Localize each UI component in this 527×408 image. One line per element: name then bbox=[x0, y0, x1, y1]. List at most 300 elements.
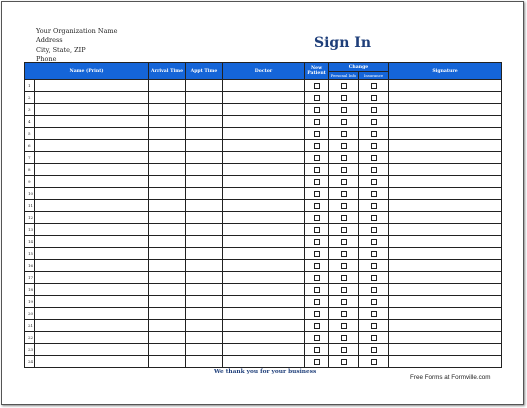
new-patient-checkbox-cell bbox=[305, 236, 329, 248]
signature-cell[interactable] bbox=[389, 104, 502, 116]
header-doctor: Doctor bbox=[223, 63, 305, 80]
insurance-checkbox[interactable] bbox=[371, 119, 377, 125]
insurance-checkbox-cell bbox=[359, 224, 389, 236]
doctor-cell[interactable] bbox=[223, 152, 305, 164]
table-row bbox=[25, 344, 502, 356]
signature-cell[interactable] bbox=[389, 284, 502, 296]
row-number: 14 bbox=[25, 236, 35, 248]
row-number: 18 bbox=[25, 284, 35, 296]
arrival-time-cell[interactable] bbox=[149, 116, 186, 128]
name-cell[interactable] bbox=[35, 104, 149, 116]
new-patient-checkbox[interactable] bbox=[314, 215, 320, 221]
signature-cell[interactable] bbox=[389, 272, 502, 284]
table-row bbox=[25, 152, 502, 164]
signature-cell[interactable] bbox=[389, 296, 502, 308]
signature-cell[interactable] bbox=[389, 128, 502, 140]
name-cell[interactable] bbox=[35, 308, 149, 320]
insurance-checkbox-cell bbox=[359, 188, 389, 200]
appt-time-cell[interactable] bbox=[186, 92, 223, 104]
appt-time-cell[interactable] bbox=[186, 152, 223, 164]
arrival-time-cell[interactable] bbox=[149, 140, 186, 152]
signature-cell[interactable] bbox=[389, 356, 502, 368]
name-cell[interactable] bbox=[35, 80, 149, 92]
new-patient-checkbox[interactable] bbox=[314, 131, 320, 137]
arrival-time-cell[interactable] bbox=[149, 284, 186, 296]
table-row bbox=[25, 248, 502, 260]
name-cell[interactable] bbox=[35, 128, 149, 140]
table-row bbox=[25, 356, 502, 368]
appt-time-cell[interactable] bbox=[186, 308, 223, 320]
new-patient-checkbox[interactable] bbox=[314, 191, 320, 197]
header-signature: Signature bbox=[389, 63, 502, 80]
appt-time-cell[interactable] bbox=[186, 188, 223, 200]
name-cell[interactable] bbox=[35, 200, 149, 212]
arrival-time-cell[interactable] bbox=[149, 152, 186, 164]
row-number: 1 bbox=[25, 80, 35, 92]
row-number: 16 bbox=[25, 260, 35, 272]
insurance-checkbox-cell bbox=[359, 248, 389, 260]
appt-time-cell[interactable] bbox=[186, 128, 223, 140]
insurance-checkbox[interactable] bbox=[371, 299, 377, 305]
signature-cell[interactable] bbox=[389, 140, 502, 152]
insurance-checkbox[interactable] bbox=[371, 275, 377, 281]
row-number: 5 bbox=[25, 128, 35, 140]
arrival-time-cell[interactable] bbox=[149, 272, 186, 284]
table-body bbox=[25, 80, 502, 368]
arrival-time-cell[interactable] bbox=[149, 308, 186, 320]
signature-cell[interactable] bbox=[389, 344, 502, 356]
insurance-checkbox[interactable] bbox=[371, 287, 377, 293]
appt-time-cell[interactable] bbox=[186, 200, 223, 212]
personal-info-checkbox[interactable] bbox=[341, 191, 347, 197]
new-patient-checkbox-cell bbox=[305, 176, 329, 188]
personal-info-checkbox-cell bbox=[329, 344, 359, 356]
insurance-checkbox[interactable] bbox=[371, 191, 377, 197]
doctor-cell[interactable] bbox=[223, 128, 305, 140]
new-patient-checkbox[interactable] bbox=[314, 299, 320, 305]
organization-name: Your Organization Name bbox=[36, 27, 118, 35]
personal-info-checkbox-cell bbox=[329, 80, 359, 92]
header-insurance: Insurance bbox=[359, 72, 389, 80]
table-row bbox=[25, 332, 502, 344]
new-patient-checkbox[interactable] bbox=[314, 347, 320, 353]
signature-cell[interactable] bbox=[389, 164, 502, 176]
appt-time-cell[interactable] bbox=[186, 140, 223, 152]
arrival-time-cell[interactable] bbox=[149, 248, 186, 260]
personal-info-checkbox-cell bbox=[329, 284, 359, 296]
personal-info-checkbox[interactable] bbox=[341, 131, 347, 137]
name-cell[interactable] bbox=[35, 248, 149, 260]
insurance-checkbox[interactable] bbox=[371, 155, 377, 161]
new-patient-checkbox[interactable] bbox=[314, 239, 320, 245]
arrival-time-cell[interactable] bbox=[149, 260, 186, 272]
appt-time-cell[interactable] bbox=[186, 284, 223, 296]
personal-info-checkbox[interactable] bbox=[341, 311, 347, 317]
doctor-cell[interactable] bbox=[223, 296, 305, 308]
signature-cell[interactable] bbox=[389, 260, 502, 272]
appt-time-cell[interactable] bbox=[186, 356, 223, 368]
doctor-cell[interactable] bbox=[223, 260, 305, 272]
insurance-checkbox[interactable] bbox=[371, 203, 377, 209]
row-number: 7 bbox=[25, 152, 35, 164]
new-patient-checkbox[interactable] bbox=[314, 287, 320, 293]
personal-info-checkbox[interactable] bbox=[341, 263, 347, 269]
organization-block bbox=[36, 27, 117, 64]
personal-info-checkbox-cell bbox=[329, 212, 359, 224]
page-title: Sign In bbox=[314, 35, 371, 51]
arrival-time-cell[interactable] bbox=[149, 92, 186, 104]
signature-cell[interactable] bbox=[389, 236, 502, 248]
personal-info-checkbox-cell bbox=[329, 356, 359, 368]
insurance-checkbox[interactable] bbox=[371, 83, 377, 89]
doctor-cell[interactable] bbox=[223, 200, 305, 212]
new-patient-checkbox[interactable] bbox=[314, 263, 320, 269]
table-row bbox=[25, 140, 502, 152]
personal-info-checkbox[interactable] bbox=[341, 119, 347, 125]
new-patient-checkbox-cell bbox=[305, 128, 329, 140]
row-number: 8 bbox=[25, 164, 35, 176]
appt-time-cell[interactable] bbox=[186, 164, 223, 176]
insurance-checkbox[interactable] bbox=[371, 311, 377, 317]
signature-cell[interactable] bbox=[389, 92, 502, 104]
name-cell[interactable] bbox=[35, 152, 149, 164]
row-number: 9 bbox=[25, 176, 35, 188]
doctor-cell[interactable] bbox=[223, 332, 305, 344]
doctor-cell[interactable] bbox=[223, 284, 305, 296]
arrival-time-cell[interactable] bbox=[149, 200, 186, 212]
signature-cell[interactable] bbox=[389, 116, 502, 128]
personal-info-checkbox[interactable] bbox=[341, 347, 347, 353]
name-cell[interactable] bbox=[35, 284, 149, 296]
insurance-checkbox[interactable] bbox=[371, 335, 377, 341]
arrival-time-cell[interactable] bbox=[149, 212, 186, 224]
new-patient-checkbox[interactable] bbox=[314, 251, 320, 257]
organization-phone: Phone bbox=[36, 54, 57, 63]
name-cell[interactable] bbox=[35, 236, 149, 248]
doctor-cell[interactable] bbox=[223, 236, 305, 248]
new-patient-checkbox[interactable] bbox=[314, 95, 320, 101]
new-patient-checkbox-cell bbox=[305, 296, 329, 308]
table-row bbox=[25, 296, 502, 308]
personal-info-checkbox[interactable] bbox=[341, 227, 347, 233]
appt-time-cell[interactable] bbox=[186, 236, 223, 248]
signature-cell[interactable] bbox=[389, 248, 502, 260]
personal-info-checkbox-cell bbox=[329, 92, 359, 104]
appt-time-cell[interactable] bbox=[186, 344, 223, 356]
doctor-cell[interactable] bbox=[223, 92, 305, 104]
header-new-patient: New Patient bbox=[305, 63, 329, 80]
doctor-cell[interactable] bbox=[223, 356, 305, 368]
insurance-checkbox-cell bbox=[359, 176, 389, 188]
insurance-checkbox-cell bbox=[359, 272, 389, 284]
insurance-checkbox[interactable] bbox=[371, 179, 377, 185]
insurance-checkbox[interactable] bbox=[371, 359, 377, 365]
name-cell[interactable] bbox=[35, 176, 149, 188]
name-cell[interactable] bbox=[35, 296, 149, 308]
insurance-checkbox[interactable] bbox=[371, 251, 377, 257]
new-patient-checkbox-cell bbox=[305, 272, 329, 284]
arrival-time-cell[interactable] bbox=[149, 296, 186, 308]
new-patient-checkbox[interactable] bbox=[314, 83, 320, 89]
table-row bbox=[25, 284, 502, 296]
signature-cell[interactable] bbox=[389, 176, 502, 188]
header-arrival-time: Arrival Time bbox=[149, 63, 186, 80]
insurance-checkbox[interactable] bbox=[371, 227, 377, 233]
new-patient-checkbox-cell bbox=[305, 320, 329, 332]
personal-info-checkbox-cell bbox=[329, 176, 359, 188]
personal-info-checkbox-cell bbox=[329, 188, 359, 200]
appt-time-cell[interactable] bbox=[186, 176, 223, 188]
new-patient-checkbox[interactable] bbox=[314, 275, 320, 281]
row-number: 10 bbox=[25, 188, 35, 200]
organization-address: Address bbox=[36, 36, 63, 45]
doctor-cell[interactable] bbox=[223, 224, 305, 236]
arrival-time-cell[interactable] bbox=[149, 356, 186, 368]
personal-info-checkbox[interactable] bbox=[341, 335, 347, 341]
personal-info-checkbox[interactable] bbox=[341, 275, 347, 281]
row-number: 2 bbox=[25, 92, 35, 104]
row-number: 24 bbox=[25, 356, 35, 368]
footer-thanks: We thank you for your business bbox=[214, 369, 317, 375]
insurance-checkbox[interactable] bbox=[371, 143, 377, 149]
arrival-time-cell[interactable] bbox=[149, 80, 186, 92]
name-cell[interactable] bbox=[35, 320, 149, 332]
insurance-checkbox[interactable] bbox=[371, 95, 377, 101]
arrival-time-cell[interactable] bbox=[149, 176, 186, 188]
personal-info-checkbox[interactable] bbox=[341, 83, 347, 89]
new-patient-checkbox[interactable] bbox=[314, 323, 320, 329]
insurance-checkbox-cell bbox=[359, 332, 389, 344]
personal-info-checkbox-cell bbox=[329, 236, 359, 248]
name-cell[interactable] bbox=[35, 344, 149, 356]
arrival-time-cell[interactable] bbox=[149, 236, 186, 248]
signature-cell[interactable] bbox=[389, 188, 502, 200]
header-personal-info: Personal Info bbox=[329, 72, 359, 80]
personal-info-checkbox[interactable] bbox=[341, 107, 347, 113]
arrival-time-cell[interactable] bbox=[149, 188, 186, 200]
personal-info-checkbox[interactable] bbox=[341, 287, 347, 293]
personal-info-checkbox[interactable] bbox=[341, 239, 347, 245]
signature-cell[interactable] bbox=[389, 308, 502, 320]
insurance-checkbox[interactable] bbox=[371, 131, 377, 137]
insurance-checkbox[interactable] bbox=[371, 347, 377, 353]
doctor-cell[interactable] bbox=[223, 344, 305, 356]
appt-time-cell[interactable] bbox=[186, 296, 223, 308]
insurance-checkbox[interactable] bbox=[371, 263, 377, 269]
personal-info-checkbox[interactable] bbox=[341, 95, 347, 101]
appt-time-cell[interactable] bbox=[186, 116, 223, 128]
insurance-checkbox-cell bbox=[359, 344, 389, 356]
signature-cell[interactable] bbox=[389, 224, 502, 236]
appt-time-cell[interactable] bbox=[186, 260, 223, 272]
new-patient-checkbox[interactable] bbox=[314, 155, 320, 161]
insurance-checkbox-cell bbox=[359, 92, 389, 104]
insurance-checkbox-cell bbox=[359, 212, 389, 224]
personal-info-checkbox[interactable] bbox=[341, 359, 347, 365]
name-cell[interactable] bbox=[35, 164, 149, 176]
row-number: 19 bbox=[25, 296, 35, 308]
sign-in-table bbox=[24, 62, 502, 368]
new-patient-checkbox-cell bbox=[305, 116, 329, 128]
new-patient-checkbox[interactable] bbox=[314, 143, 320, 149]
name-cell[interactable] bbox=[35, 212, 149, 224]
new-patient-checkbox-cell bbox=[305, 224, 329, 236]
header-change: Change bbox=[329, 63, 389, 72]
row-number: 17 bbox=[25, 272, 35, 284]
insurance-checkbox-cell bbox=[359, 128, 389, 140]
insurance-checkbox[interactable] bbox=[371, 107, 377, 113]
new-patient-checkbox[interactable] bbox=[314, 203, 320, 209]
personal-info-checkbox[interactable] bbox=[341, 251, 347, 257]
new-patient-checkbox[interactable] bbox=[314, 359, 320, 365]
table-row bbox=[25, 92, 502, 104]
personal-info-checkbox[interactable] bbox=[341, 167, 347, 173]
new-patient-checkbox-cell bbox=[305, 212, 329, 224]
appt-time-cell[interactable] bbox=[186, 80, 223, 92]
name-cell[interactable] bbox=[35, 224, 149, 236]
doctor-cell[interactable] bbox=[223, 308, 305, 320]
arrival-time-cell[interactable] bbox=[149, 344, 186, 356]
personal-info-checkbox-cell bbox=[329, 200, 359, 212]
doctor-cell[interactable] bbox=[223, 320, 305, 332]
doctor-cell[interactable] bbox=[223, 116, 305, 128]
appt-time-cell[interactable] bbox=[186, 320, 223, 332]
insurance-checkbox-cell bbox=[359, 116, 389, 128]
new-patient-checkbox[interactable] bbox=[314, 107, 320, 113]
new-patient-checkbox-cell bbox=[305, 92, 329, 104]
signature-cell[interactable] bbox=[389, 152, 502, 164]
name-cell[interactable] bbox=[35, 260, 149, 272]
personal-info-checkbox-cell bbox=[329, 272, 359, 284]
personal-info-checkbox-cell bbox=[329, 164, 359, 176]
insurance-checkbox-cell bbox=[359, 104, 389, 116]
signature-cell[interactable] bbox=[389, 320, 502, 332]
doctor-cell[interactable] bbox=[223, 272, 305, 284]
new-patient-checkbox[interactable] bbox=[314, 335, 320, 341]
name-cell[interactable] bbox=[35, 116, 149, 128]
table-row bbox=[25, 176, 502, 188]
doctor-cell[interactable] bbox=[223, 248, 305, 260]
personal-info-checkbox-cell bbox=[329, 296, 359, 308]
header-name: Name (Print) bbox=[25, 63, 149, 80]
name-cell[interactable] bbox=[35, 92, 149, 104]
name-cell[interactable] bbox=[35, 332, 149, 344]
insurance-checkbox[interactable] bbox=[371, 323, 377, 329]
table-row bbox=[25, 164, 502, 176]
new-patient-checkbox-cell bbox=[305, 308, 329, 320]
appt-time-cell[interactable] bbox=[186, 212, 223, 224]
appt-time-cell[interactable] bbox=[186, 248, 223, 260]
new-patient-checkbox-cell bbox=[305, 104, 329, 116]
doctor-cell[interactable] bbox=[223, 164, 305, 176]
personal-info-checkbox-cell bbox=[329, 152, 359, 164]
table-row bbox=[25, 116, 502, 128]
personal-info-checkbox[interactable] bbox=[341, 299, 347, 305]
appt-time-cell[interactable] bbox=[186, 332, 223, 344]
row-number: 22 bbox=[25, 332, 35, 344]
signature-cell[interactable] bbox=[389, 332, 502, 344]
arrival-time-cell[interactable] bbox=[149, 104, 186, 116]
row-number: 20 bbox=[25, 308, 35, 320]
new-patient-checkbox[interactable] bbox=[314, 179, 320, 185]
name-cell[interactable] bbox=[35, 140, 149, 152]
personal-info-checkbox[interactable] bbox=[341, 143, 347, 149]
signature-cell[interactable] bbox=[389, 80, 502, 92]
new-patient-checkbox[interactable] bbox=[314, 119, 320, 125]
appt-time-cell[interactable] bbox=[186, 104, 223, 116]
new-patient-checkbox[interactable] bbox=[314, 311, 320, 317]
insurance-checkbox-cell bbox=[359, 296, 389, 308]
signature-cell[interactable] bbox=[389, 200, 502, 212]
new-patient-checkbox-cell bbox=[305, 200, 329, 212]
table-row bbox=[25, 212, 502, 224]
arrival-time-cell[interactable] bbox=[149, 320, 186, 332]
personal-info-checkbox-cell bbox=[329, 320, 359, 332]
name-cell[interactable] bbox=[35, 188, 149, 200]
doctor-cell[interactable] bbox=[223, 80, 305, 92]
insurance-checkbox-cell bbox=[359, 284, 389, 296]
doctor-cell[interactable] bbox=[223, 176, 305, 188]
new-patient-checkbox-cell bbox=[305, 152, 329, 164]
insurance-checkbox[interactable] bbox=[371, 215, 377, 221]
appt-time-cell[interactable] bbox=[186, 224, 223, 236]
name-cell[interactable] bbox=[35, 356, 149, 368]
personal-info-checkbox-cell bbox=[329, 332, 359, 344]
personal-info-checkbox-cell bbox=[329, 140, 359, 152]
insurance-checkbox-cell bbox=[359, 260, 389, 272]
insurance-checkbox[interactable] bbox=[371, 167, 377, 173]
doctor-cell[interactable] bbox=[223, 212, 305, 224]
doctor-cell[interactable] bbox=[223, 140, 305, 152]
table-row bbox=[25, 200, 502, 212]
arrival-time-cell[interactable] bbox=[149, 332, 186, 344]
name-cell[interactable] bbox=[35, 272, 149, 284]
personal-info-checkbox[interactable] bbox=[341, 203, 347, 209]
table-row bbox=[25, 320, 502, 332]
insurance-checkbox-cell bbox=[359, 200, 389, 212]
table-row bbox=[25, 308, 502, 320]
doctor-cell[interactable] bbox=[223, 104, 305, 116]
header-appt-time: Appt Time bbox=[186, 63, 223, 80]
new-patient-checkbox-cell bbox=[305, 260, 329, 272]
table-row bbox=[25, 128, 502, 140]
doctor-cell[interactable] bbox=[223, 188, 305, 200]
new-patient-checkbox[interactable] bbox=[314, 167, 320, 173]
insurance-checkbox-cell bbox=[359, 320, 389, 332]
row-number: 3 bbox=[25, 104, 35, 116]
insurance-checkbox-cell bbox=[359, 80, 389, 92]
table-row bbox=[25, 188, 502, 200]
new-patient-checkbox[interactable] bbox=[314, 227, 320, 233]
personal-info-checkbox[interactable] bbox=[341, 215, 347, 221]
personal-info-checkbox[interactable] bbox=[341, 179, 347, 185]
insurance-checkbox-cell bbox=[359, 356, 389, 368]
appt-time-cell[interactable] bbox=[186, 272, 223, 284]
arrival-time-cell[interactable] bbox=[149, 164, 186, 176]
row-number: 15 bbox=[25, 248, 35, 260]
signature-cell[interactable] bbox=[389, 212, 502, 224]
table-row bbox=[25, 272, 502, 284]
personal-info-checkbox[interactable] bbox=[341, 323, 347, 329]
new-patient-checkbox-cell bbox=[305, 284, 329, 296]
arrival-time-cell[interactable] bbox=[149, 224, 186, 236]
insurance-checkbox[interactable] bbox=[371, 239, 377, 245]
row-number: 11 bbox=[25, 200, 35, 212]
personal-info-checkbox-cell bbox=[329, 104, 359, 116]
personal-info-checkbox[interactable] bbox=[341, 155, 347, 161]
arrival-time-cell[interactable] bbox=[149, 128, 186, 140]
personal-info-checkbox-cell bbox=[329, 248, 359, 260]
